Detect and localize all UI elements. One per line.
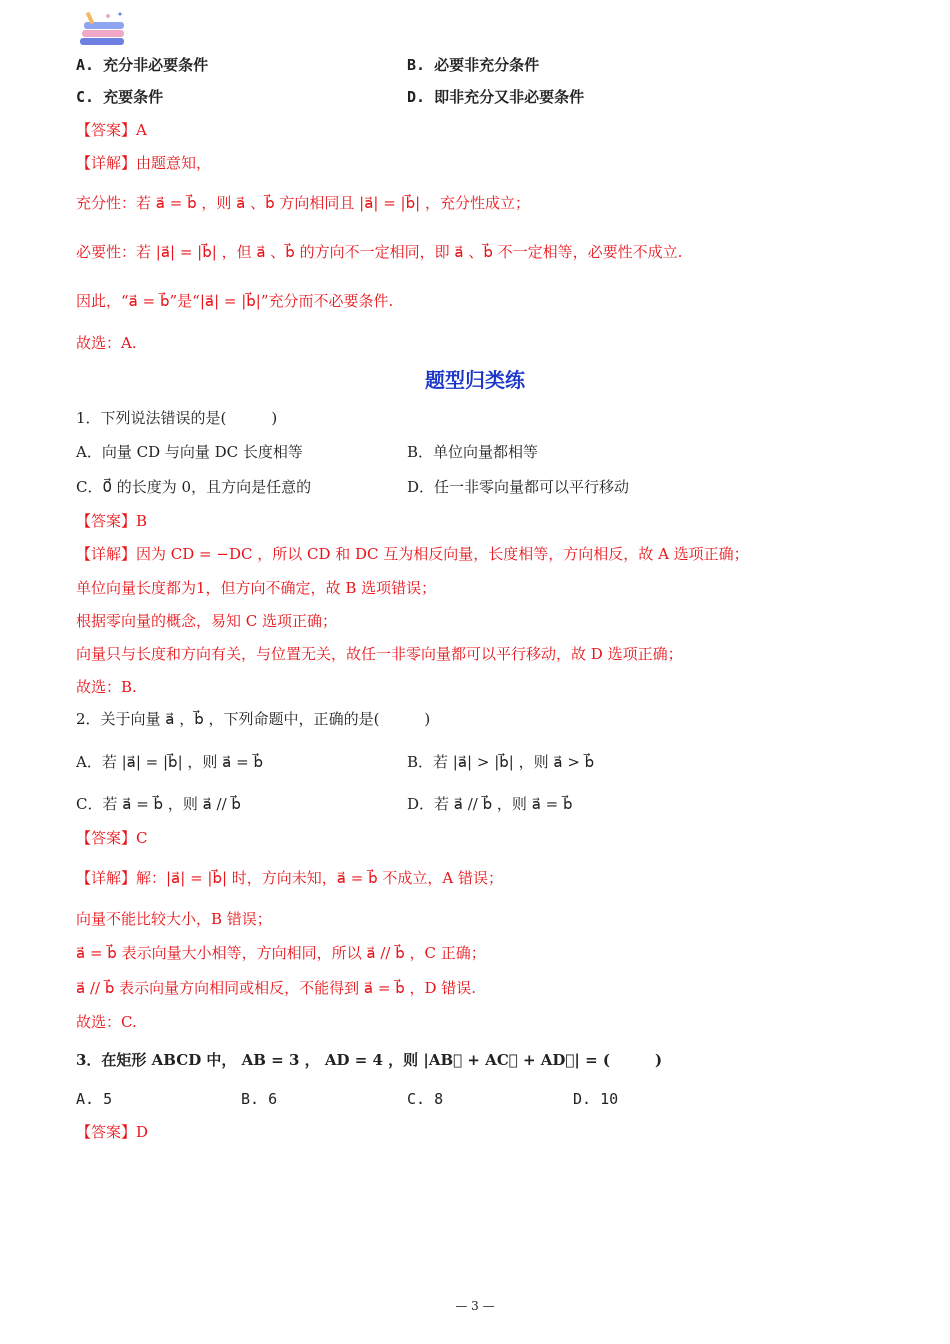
prev-option-d: D. 即非充分又非必要条件 bbox=[407, 88, 585, 106]
q1-option-a: A．向量 CD 与向量 DC 长度相等 bbox=[76, 443, 303, 461]
prev-detail-sufficiency: 充分性：若 a⃗ = b⃗ ，则 a⃗ 、b⃗ 方向相同且 |a⃗| = |b⃗| ，充分性成立； bbox=[76, 194, 530, 212]
q1-detail-1: 【详解】因为 CD = −DC ，所以 CD 和 DC 互为相反向量，长度相等，方向相反，故 A 选项正确； bbox=[76, 545, 749, 563]
q1-detail-2: 单位向量长度都为1，但方向不确定，故 B 选项错误； bbox=[76, 579, 437, 597]
q2-detail-2: 向量不能比较大小，B 错误； bbox=[76, 910, 272, 928]
section-title: 题型归类练 bbox=[425, 368, 525, 392]
q3-option-d: D. 10 bbox=[573, 1090, 619, 1108]
prev-answer: 【答案】A bbox=[76, 121, 147, 139]
q3-answer: 【答案】D bbox=[76, 1123, 149, 1141]
books-logo-icon bbox=[78, 8, 130, 50]
q2-option-d: D．若 a⃗ // b⃗ ，则 a⃗ = b⃗ bbox=[407, 795, 573, 813]
q3-option-b: B. 6 bbox=[241, 1090, 278, 1108]
prev-option-b: B. 必要非充分条件 bbox=[407, 56, 540, 74]
prev-detail-conclusion: 因此，“a⃗ = b⃗”是“|a⃗| = |b⃗|”充分而不必要条件. bbox=[76, 292, 394, 310]
q2-stem: 2．关于向量 a⃗ ，b⃗ ，下列命题中，正确的是( ) bbox=[76, 710, 431, 728]
q2-detail-3: a⃗ = b⃗ 表示向量大小相等，方向相同，所以 a⃗ // b⃗ ，C 正确； bbox=[76, 944, 486, 962]
q1-detail-3: 根据零向量的概念，易知 C 选项正确； bbox=[76, 612, 338, 630]
prev-option-c: C. 充要条件 bbox=[76, 88, 164, 106]
q2-detail-5: 故选：C. bbox=[76, 1013, 137, 1031]
prev-option-a: A. 充分非必要条件 bbox=[76, 56, 209, 74]
prev-detail-necessity: 必要性：若 |a⃗| = |b⃗| ，但 a⃗ 、b⃗ 的方向不一定相同，即 a⃗ 、b⃗ 不一定相等，必要性不成立. bbox=[76, 243, 683, 261]
q2-detail-1: 【详解】解：|a⃗| = |b⃗| 时，方向未知，a⃗ = b⃗ 不成立，A 错误； bbox=[76, 869, 503, 887]
page-number: — 3 — bbox=[455, 1299, 495, 1313]
q1-option-d: D．任一非零向量都可以平行移动 bbox=[407, 478, 630, 496]
prev-detail-choice: 故选：A. bbox=[76, 334, 137, 352]
q2-option-a: A．若 |a⃗| = |b⃗| ，则 a⃗ = b⃗ bbox=[76, 753, 263, 771]
q1-option-c: C．0⃗ 的长度为 0，且方向是任意的 bbox=[76, 478, 312, 496]
q1-answer: 【答案】B bbox=[76, 512, 148, 530]
q1-option-b: B．单位向量都相等 bbox=[407, 443, 539, 461]
q3-stem: 3．在矩形 ABCD 中， AB = 3 ， AD = 4 ，则 |AB⃗ + AC⃗ + AD⃗| = ( ) bbox=[76, 1051, 663, 1069]
q2-option-c: C．若 a⃗ = b⃗ ，则 a⃗ // b⃗ bbox=[76, 795, 241, 813]
q1-detail-4: 向量只与长度和方向有关，与位置无关，故任一非零向量都可以平行移动，故 D 选项正确； bbox=[76, 645, 683, 663]
q1-stem: 1．下列说法错误的是( ) bbox=[76, 409, 278, 427]
q2-option-b: B．若 |a⃗| > |b⃗| ，则 a⃗ > b⃗ bbox=[407, 753, 595, 771]
q3-option-a: A. 5 bbox=[76, 1090, 113, 1108]
prev-detail-heading: 【详解】由题意知， bbox=[76, 154, 212, 172]
q2-detail-4: a⃗ // b⃗ 表示向量方向相同或相反，不能得到 a⃗ = b⃗ ，D 错误. bbox=[76, 979, 477, 997]
q2-answer: 【答案】C bbox=[76, 829, 148, 847]
q1-detail-5: 故选：B. bbox=[76, 678, 137, 696]
q3-option-c: C. 8 bbox=[407, 1090, 444, 1108]
